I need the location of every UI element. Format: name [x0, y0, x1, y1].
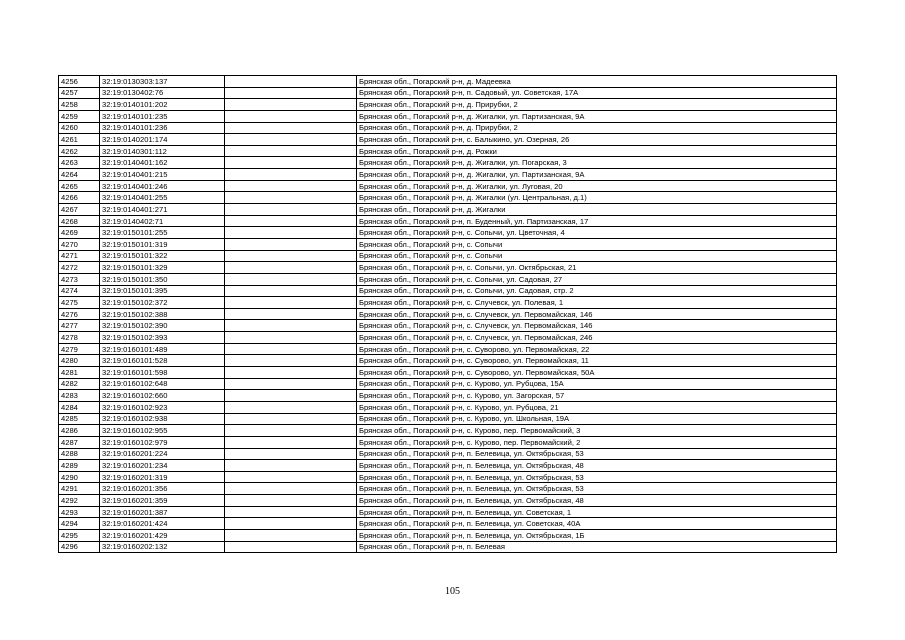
table-row — [59, 308, 837, 320]
row-number-cell: 4258 — [59, 99, 100, 111]
address-cell: Брянская обл., Погарский р-н, с. Курово, ул. Школьная, 19А — [357, 413, 837, 425]
table-row — [59, 518, 837, 530]
empty-cell — [225, 238, 357, 250]
address-cell: Брянская обл., Погарский р-н, п. Белевица, ул. Советская, 1 — [357, 506, 837, 518]
table-row — [59, 238, 837, 250]
cadastral-number-cell: 32:19:0160102:648 — [100, 378, 225, 390]
empty-cell — [225, 157, 357, 169]
row-number-cell: 4257 — [59, 87, 100, 99]
row-number-cell: 4278 — [59, 332, 100, 344]
empty-cell — [225, 87, 357, 99]
address-cell: Брянская обл., Погарский р-н, с. Суворово, ул. Первомайская, 11 — [357, 355, 837, 367]
empty-cell — [225, 297, 357, 309]
cadastral-number-cell: 32:19:0140101:236 — [100, 122, 225, 134]
address-cell: Брянская обл., Погарский р-н, с. Курово, пер. Первомайский, 2 — [357, 436, 837, 448]
cadastral-number-cell: 32:19:0130402:76 — [100, 87, 225, 99]
row-number-cell: 4264 — [59, 169, 100, 181]
address-cell: Брянская обл., Погарский р-н, п. Белевица, ул. Октябрьская, 53 — [357, 448, 837, 460]
address-cell: Брянская обл., Погарский р-н, п. Садовый, ул. Советская, 17А — [357, 87, 837, 99]
cadastral-number-cell: 32:19:0160102:660 — [100, 390, 225, 402]
address-cell: Брянская обл., Погарский р-н, с. Сопычи — [357, 238, 837, 250]
table-row — [59, 134, 837, 146]
table-row — [59, 413, 837, 425]
cadastral-number-cell: 32:19:0160201:319 — [100, 471, 225, 483]
cadastral-number-cell: 32:19:0160101:528 — [100, 355, 225, 367]
table-row — [59, 215, 837, 227]
row-number-cell: 4271 — [59, 250, 100, 262]
table-row — [59, 355, 837, 367]
table-row — [59, 87, 837, 99]
table-row — [59, 227, 837, 239]
empty-cell — [225, 180, 357, 192]
page-number: 105 — [445, 586, 460, 597]
row-number-cell: 4292 — [59, 495, 100, 507]
cadastral-number-cell: 32:19:0140101:202 — [100, 99, 225, 111]
empty-cell — [225, 122, 357, 134]
row-number-cell: 4276 — [59, 308, 100, 320]
empty-cell — [225, 192, 357, 204]
table-row — [59, 250, 837, 262]
empty-cell — [225, 367, 357, 379]
empty-cell — [225, 436, 357, 448]
cadastral-number-cell: 32:19:0160102:938 — [100, 413, 225, 425]
table-row — [59, 436, 837, 448]
cadastral-number-cell: 32:19:0140101:235 — [100, 110, 225, 122]
row-number-cell: 4261 — [59, 134, 100, 146]
cadastral-number-cell: 32:19:0140401:162 — [100, 157, 225, 169]
address-cell: Брянская обл., Погарский р-н, п. Белевица, ул. Октябрьская, 48 — [357, 460, 837, 472]
table-row — [59, 273, 837, 285]
empty-cell — [225, 483, 357, 495]
row-number-cell: 4273 — [59, 273, 100, 285]
table-row — [59, 145, 837, 157]
row-number-cell: 4290 — [59, 471, 100, 483]
address-cell: Брянская обл., Погарский р-н, с. Курово, ул. Загорская, 57 — [357, 390, 837, 402]
cadastral-number-cell: 32:19:0160201:424 — [100, 518, 225, 530]
address-cell: Брянская обл., Погарский р-н, д. Жигалки — [357, 204, 837, 216]
row-number-cell: 4285 — [59, 413, 100, 425]
table-row — [59, 320, 837, 332]
cadastral-number-cell: 32:19:0140401:255 — [100, 192, 225, 204]
cadastral-number-cell: 32:19:0150101:350 — [100, 273, 225, 285]
table-row — [59, 529, 837, 541]
row-number-cell: 4281 — [59, 367, 100, 379]
cadastral-number-cell: 32:19:0160201:429 — [100, 529, 225, 541]
row-number-cell: 4262 — [59, 145, 100, 157]
empty-cell — [225, 110, 357, 122]
table-row — [59, 76, 837, 88]
cadastral-number-cell: 32:19:0160101:598 — [100, 367, 225, 379]
cadastral-number-cell: 32:19:0150102:393 — [100, 332, 225, 344]
row-number-cell: 4266 — [59, 192, 100, 204]
table-row — [59, 332, 837, 344]
address-cell: Брянская обл., Погарский р-н, с. Сопычи — [357, 250, 837, 262]
empty-cell — [225, 332, 357, 344]
row-number-cell: 4287 — [59, 436, 100, 448]
row-number-cell: 4275 — [59, 297, 100, 309]
table-row — [59, 401, 837, 413]
empty-cell — [225, 99, 357, 111]
cadastral-number-cell: 32:19:0160102:955 — [100, 425, 225, 437]
address-cell: Брянская обл., Погарский р-н, п. Белевица, ул. Октябрьская, 1Б — [357, 529, 837, 541]
table-row — [59, 471, 837, 483]
row-number-cell: 4259 — [59, 110, 100, 122]
empty-cell — [225, 495, 357, 507]
address-cell: Брянская обл., Погарский р-н, с. Курово, пер. Первомайский, 3 — [357, 425, 837, 437]
address-cell: Брянская обл., Погарский р-н, с. Суворово, ул. Первомайская, 50А — [357, 367, 837, 379]
address-cell: Брянская обл., Погарский р-н, д. Жигалки, ул. Луговая, 20 — [357, 180, 837, 192]
empty-cell — [225, 401, 357, 413]
empty-cell — [225, 390, 357, 402]
row-number-cell: 4282 — [59, 378, 100, 390]
table-body — [59, 76, 837, 553]
empty-cell — [225, 460, 357, 472]
empty-cell — [225, 285, 357, 297]
row-number-cell: 4265 — [59, 180, 100, 192]
row-number-cell: 4291 — [59, 483, 100, 495]
cadastral-number-cell: 32:19:0160201:234 — [100, 460, 225, 472]
address-cell: Брянская обл., Погарский р-н, д. Жигалки, ул. Погарская, 3 — [357, 157, 837, 169]
row-number-cell: 4268 — [59, 215, 100, 227]
empty-cell — [225, 448, 357, 460]
row-number-cell: 4296 — [59, 541, 100, 553]
cadastral-number-cell: 32:19:0140401:271 — [100, 204, 225, 216]
empty-cell — [225, 343, 357, 355]
address-cell: Брянская обл., Погарский р-н, п. Белевица, ул. Советская, 40А — [357, 518, 837, 530]
row-number-cell: 4272 — [59, 262, 100, 274]
row-number-cell: 4283 — [59, 390, 100, 402]
table-row — [59, 495, 837, 507]
row-number-cell: 4269 — [59, 227, 100, 239]
address-cell: Брянская обл., Погарский р-н, с. Курово, ул. Рубцова, 15А — [357, 378, 837, 390]
address-cell: Брянская обл., Погарский р-н, д. Жигалки, ул. Партизанская, 9А — [357, 110, 837, 122]
row-number-cell: 4274 — [59, 285, 100, 297]
empty-cell — [225, 518, 357, 530]
empty-cell — [225, 355, 357, 367]
cadastral-number-cell: 32:19:0150102:390 — [100, 320, 225, 332]
address-cell: Брянская обл., Погарский р-н, с. Случевск, ул. Первомайская, 146 — [357, 308, 837, 320]
cadastral-number-cell: 32:19:0160101:489 — [100, 343, 225, 355]
cadastral-number-cell: 32:19:0150101:319 — [100, 238, 225, 250]
row-number-cell: 4270 — [59, 238, 100, 250]
empty-cell — [225, 541, 357, 553]
table-row — [59, 378, 837, 390]
empty-cell — [225, 134, 357, 146]
row-number-cell: 4295 — [59, 529, 100, 541]
empty-cell — [225, 204, 357, 216]
empty-cell — [225, 76, 357, 88]
empty-cell — [225, 262, 357, 274]
address-cell: Брянская обл., Погарский р-н, п. Белевая — [357, 541, 837, 553]
table-row — [59, 169, 837, 181]
address-cell: Брянская обл., Погарский р-н, д. Жигалки, ул. Партизанская, 9А — [357, 169, 837, 181]
address-cell: Брянская обл., Погарский р-н, п. Буденный, ул. Партизанская, 17 — [357, 215, 837, 227]
cadastral-number-cell: 32:19:0140402:71 — [100, 215, 225, 227]
empty-cell — [225, 471, 357, 483]
table-row — [59, 192, 837, 204]
address-cell: Брянская обл., Погарский р-н, с. Балыкино, ул. Озерная, 26 — [357, 134, 837, 146]
table-row — [59, 425, 837, 437]
table-row — [59, 110, 837, 122]
table-row — [59, 204, 837, 216]
cadastral-number-cell: 32:19:0130303:137 — [100, 76, 225, 88]
address-cell: Брянская обл., Погарский р-н, п. Белевица, ул. Октябрьская, 48 — [357, 495, 837, 507]
row-number-cell: 4256 — [59, 76, 100, 88]
cadastral-number-cell: 32:19:0160201:387 — [100, 506, 225, 518]
empty-cell — [225, 250, 357, 262]
address-cell: Брянская обл., Погарский р-н, д. Мадеевка — [357, 76, 837, 88]
row-number-cell: 4279 — [59, 343, 100, 355]
cadastral-number-cell: 32:19:0150101:329 — [100, 262, 225, 274]
table-row — [59, 483, 837, 495]
table-row — [59, 390, 837, 402]
table-row — [59, 285, 837, 297]
address-cell: Брянская обл., Погарский р-н, д. Прирубки, 2 — [357, 99, 837, 111]
row-number-cell: 4293 — [59, 506, 100, 518]
table-row — [59, 343, 837, 355]
table-row — [59, 460, 837, 472]
empty-cell — [225, 215, 357, 227]
cadastral-number-cell: 32:19:0140401:215 — [100, 169, 225, 181]
cadastral-number-cell: 32:19:0140401:246 — [100, 180, 225, 192]
empty-cell — [225, 506, 357, 518]
empty-cell — [225, 425, 357, 437]
cadastral-number-cell: 32:19:0140301:112 — [100, 145, 225, 157]
cadastral-number-cell: 32:19:0150102:388 — [100, 308, 225, 320]
row-number-cell: 4289 — [59, 460, 100, 472]
empty-cell — [225, 378, 357, 390]
cadastral-number-cell: 32:19:0150101:322 — [100, 250, 225, 262]
table-row — [59, 99, 837, 111]
cadastral-number-cell: 32:19:0160201:359 — [100, 495, 225, 507]
cadastral-number-cell: 32:19:0150102:372 — [100, 297, 225, 309]
address-cell: Брянская обл., Погарский р-н, п. Белевица, ул. Октябрьская, 53 — [357, 471, 837, 483]
empty-cell — [225, 169, 357, 181]
row-number-cell: 4280 — [59, 355, 100, 367]
address-cell: Брянская обл., Погарский р-н, с. Случевск, ул. Полевая, 1 — [357, 297, 837, 309]
table-row — [59, 262, 837, 274]
table-row — [59, 367, 837, 379]
empty-cell — [225, 227, 357, 239]
table-row — [59, 122, 837, 134]
address-cell: Брянская обл., Погарский р-н, п. Белевица, ул. Октябрьская, 53 — [357, 483, 837, 495]
row-number-cell: 4284 — [59, 401, 100, 413]
property-registry-table — [58, 75, 837, 553]
address-cell: Брянская обл., Погарский р-н, с. Сопычи, ул. Октябрьская, 21 — [357, 262, 837, 274]
address-cell: Брянская обл., Погарский р-н, с. Суворово, ул. Первомайская, 22 — [357, 343, 837, 355]
row-number-cell: 4263 — [59, 157, 100, 169]
row-number-cell: 4288 — [59, 448, 100, 460]
address-cell: Брянская обл., Погарский р-н, д. Рожки — [357, 145, 837, 157]
empty-cell — [225, 308, 357, 320]
address-cell: Брянская обл., Погарский р-н, с. Сопычи, ул. Цветочная, 4 — [357, 227, 837, 239]
table-row — [59, 448, 837, 460]
cadastral-number-cell: 32:19:0160202:132 — [100, 541, 225, 553]
cadastral-number-cell: 32:19:0160102:979 — [100, 436, 225, 448]
empty-cell — [225, 145, 357, 157]
address-cell: Брянская обл., Погарский р-н, д. Прирубки, 2 — [357, 122, 837, 134]
row-number-cell: 4267 — [59, 204, 100, 216]
address-cell: Брянская обл., Погарский р-н, д. Жигалки (ул. Центральная, д.1) — [357, 192, 837, 204]
cadastral-number-cell: 32:19:0150101:395 — [100, 285, 225, 297]
cadastral-number-cell: 32:19:0150101:255 — [100, 227, 225, 239]
address-cell: Брянская обл., Погарский р-н, с. Случевск, ул. Первомайская, 246 — [357, 332, 837, 344]
table-row — [59, 506, 837, 518]
row-number-cell: 4286 — [59, 425, 100, 437]
cadastral-number-cell: 32:19:0160102:923 — [100, 401, 225, 413]
empty-cell — [225, 273, 357, 285]
table-row — [59, 297, 837, 309]
address-cell: Брянская обл., Погарский р-н, с. Сопычи, ул. Садовая, 27 — [357, 273, 837, 285]
table-row — [59, 157, 837, 169]
cadastral-number-cell: 32:19:0140201:174 — [100, 134, 225, 146]
address-cell: Брянская обл., Погарский р-н, с. Курово, ул. Рубцова, 21 — [357, 401, 837, 413]
empty-cell — [225, 413, 357, 425]
cadastral-number-cell: 32:19:0160201:224 — [100, 448, 225, 460]
row-number-cell: 4294 — [59, 518, 100, 530]
row-number-cell: 4260 — [59, 122, 100, 134]
row-number-cell: 4277 — [59, 320, 100, 332]
empty-cell — [225, 320, 357, 332]
table-row — [59, 541, 837, 553]
address-cell: Брянская обл., Погарский р-н, с. Сопычи, ул. Садовая, стр. 2 — [357, 285, 837, 297]
address-cell: Брянская обл., Погарский р-н, с. Случевск, ул. Первомайская, 146 — [357, 320, 837, 332]
table-row — [59, 180, 837, 192]
empty-cell — [225, 529, 357, 541]
cadastral-number-cell: 32:19:0160201:356 — [100, 483, 225, 495]
